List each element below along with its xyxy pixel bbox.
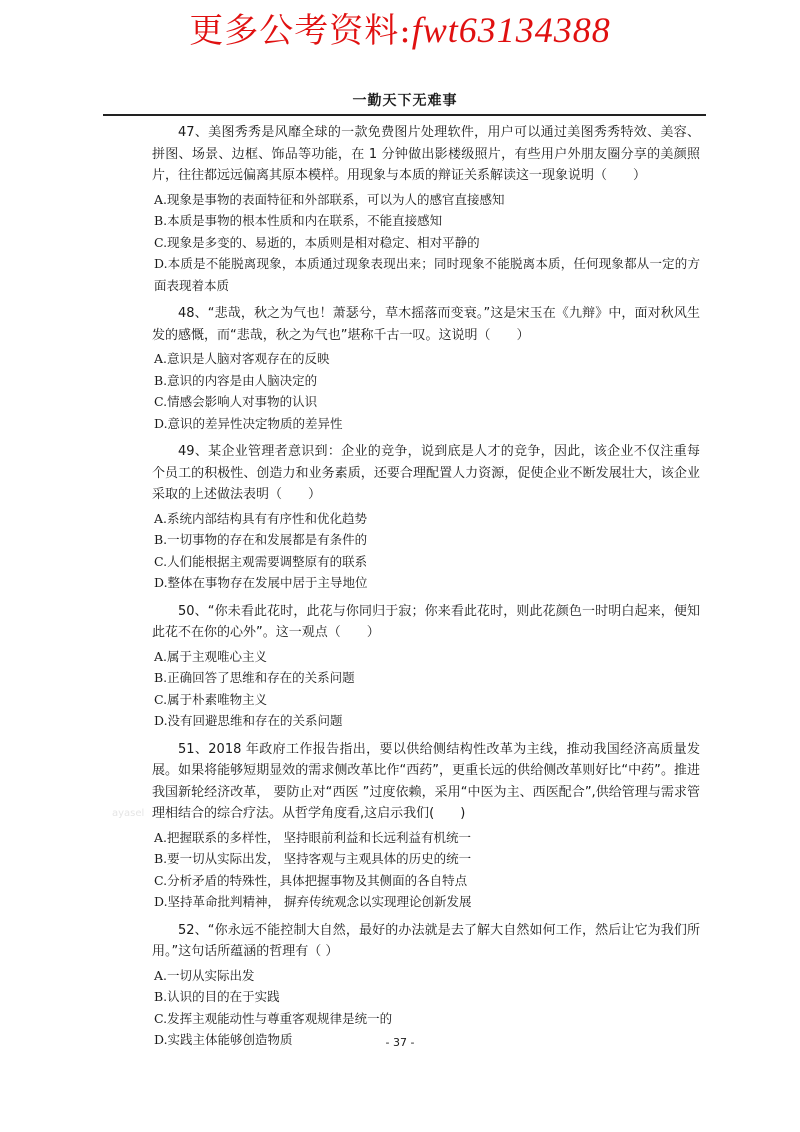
option-b: B.认识的目的在于实践: [154, 989, 280, 1004]
option-d: D.意识的差异性决定物质的差异性: [154, 415, 343, 431]
watermark-banner: [0, 2, 800, 58]
option-a: A.意识是人脑对客观存在的反映: [154, 351, 330, 366]
scan-smudge: ayasel: [112, 808, 145, 819]
option-d: D.整体在事物存在发展中居于主导地位: [154, 575, 368, 590]
option-c: C.分析矛盾的特殊性，具体把握事物及其侧面的各自特点: [154, 872, 468, 888]
question-stem: 49、某企业管理者意识到：企业的竞争，说到底是人才的竞争，因此，该企业不仅注重每个员工的积极性、创造力和业务素质，还要合理配置人力资源，促使企业不断发展壮大，该企业采取的上述做法表明（ ）: [152, 444, 700, 502]
question-47: [152, 122, 700, 296]
option-d: D.坚持革命批判精神， 摒弃传统观念以实现理论创新发展: [154, 894, 472, 909]
question-51: [152, 739, 700, 913]
option-d: D.本质是不能脱离现象，本质通过现象表现出来；同时现象不能脱离本质，任何现象都从一定的方面表现着本质: [154, 256, 700, 293]
watermark-handle: fwt63134388: [411, 10, 611, 50]
question-52: [152, 920, 700, 1051]
option-c: C.发挥主观能动性与尊重客观规律是统一的: [154, 1010, 393, 1026]
question-stem: 48、“悲哉，秋之为气也！萧瑟兮，草木摇落而变衰。”这是宋玉在《九辩》中，面对秋风生发的感慨，而“悲哉，秋之为气也”堪称千古一叹。这说明（ ）: [152, 306, 700, 343]
option-a: A.一切从实际出发: [154, 967, 255, 983]
question-stem: 51、2018 年政府工作报告指出，要以供给侧结构性改革为主线，推动我国经济高质量发展。如果将能够短期显效的需求侧改革比作“西药”，更重长远的供给侧改革则好比“中药”。推进我国新轮经济改革， 要防止对“西医 ”过度依赖，采用“中医为主、西医配合”,供给管理与需求管理相结合的综合疗法。从哲学角度看,这启示我们( ): [152, 741, 700, 821]
page-header-title: 一勤天下无难事: [352, 93, 458, 109]
option-a: A.把握联系的多样性， 坚持眼前利益和长远利益有机统一: [154, 829, 471, 845]
option-c: C.人们能根据主观需要调整原有的联系: [154, 553, 368, 569]
option-d: D.没有回避思维和存在的关系问题: [154, 713, 343, 728]
option-b: B.一切事物的存在和发展都是有条件的: [154, 532, 368, 547]
option-c: C.现象是多变的、易逝的，本质则是相对稳定、相对平静的: [154, 234, 480, 250]
question-stem: 52、“你永远不能控制大自然，最好的办法就是去了解大自然如何工作，然后让它为我们所用。”这句话所蕴涵的哲理有（ ）: [152, 922, 700, 959]
question-50: [152, 601, 700, 732]
option-b: B.正确回答了思维和存在的关系问题: [154, 670, 355, 685]
option-a: A.属于主观唯心主义: [154, 648, 268, 664]
option-a: A.系统内部结构具有有序性和优化趋势: [154, 510, 368, 526]
question-stem: 47、美图秀秀是风靡全球的一款免费图片处理软件，用户可以通过美图秀秀特效、美容、拼图、场景、边框、饰品等功能，在 1 分钟做出影楼级照片，有些用户外朋友圈分享的美颜照片，往往都远远偏离其原本模样。用现象与本质的辩证关系解读这一现象说明（ ）: [152, 125, 700, 183]
option-d: D.实践主体能够创造物质: [154, 1032, 293, 1047]
option-c: C.属于朴素唯物主义: [154, 691, 268, 707]
option-b: B.意识的内容是由人脑决定的: [154, 372, 318, 388]
option-b: B.要一切从实际出发， 坚持客观与主观具体的历史的统一: [154, 851, 472, 866]
question-list: [152, 122, 700, 1058]
question-stem: 50、“你未看此花时，此花与你同归于寂；你来看此花时，则此花颜色一时明白起来，便知此花不在你的心外”。这一观点（ ）: [152, 603, 700, 640]
option-a: A.现象是事物的表面特征和外部联系，可以为人的感官直接感知: [154, 191, 505, 207]
watermark-prefix: 更多公考资料:: [189, 11, 412, 51]
option-c: C.情感会影响人对事物的认识: [154, 394, 318, 409]
question-48: [152, 303, 700, 434]
header-rule: [103, 114, 706, 116]
option-b: B.本质是事物的根本性质和内在联系，不能直接感知: [154, 213, 443, 228]
question-49: [152, 441, 700, 594]
page-number: - 37 -: [385, 1036, 415, 1049]
